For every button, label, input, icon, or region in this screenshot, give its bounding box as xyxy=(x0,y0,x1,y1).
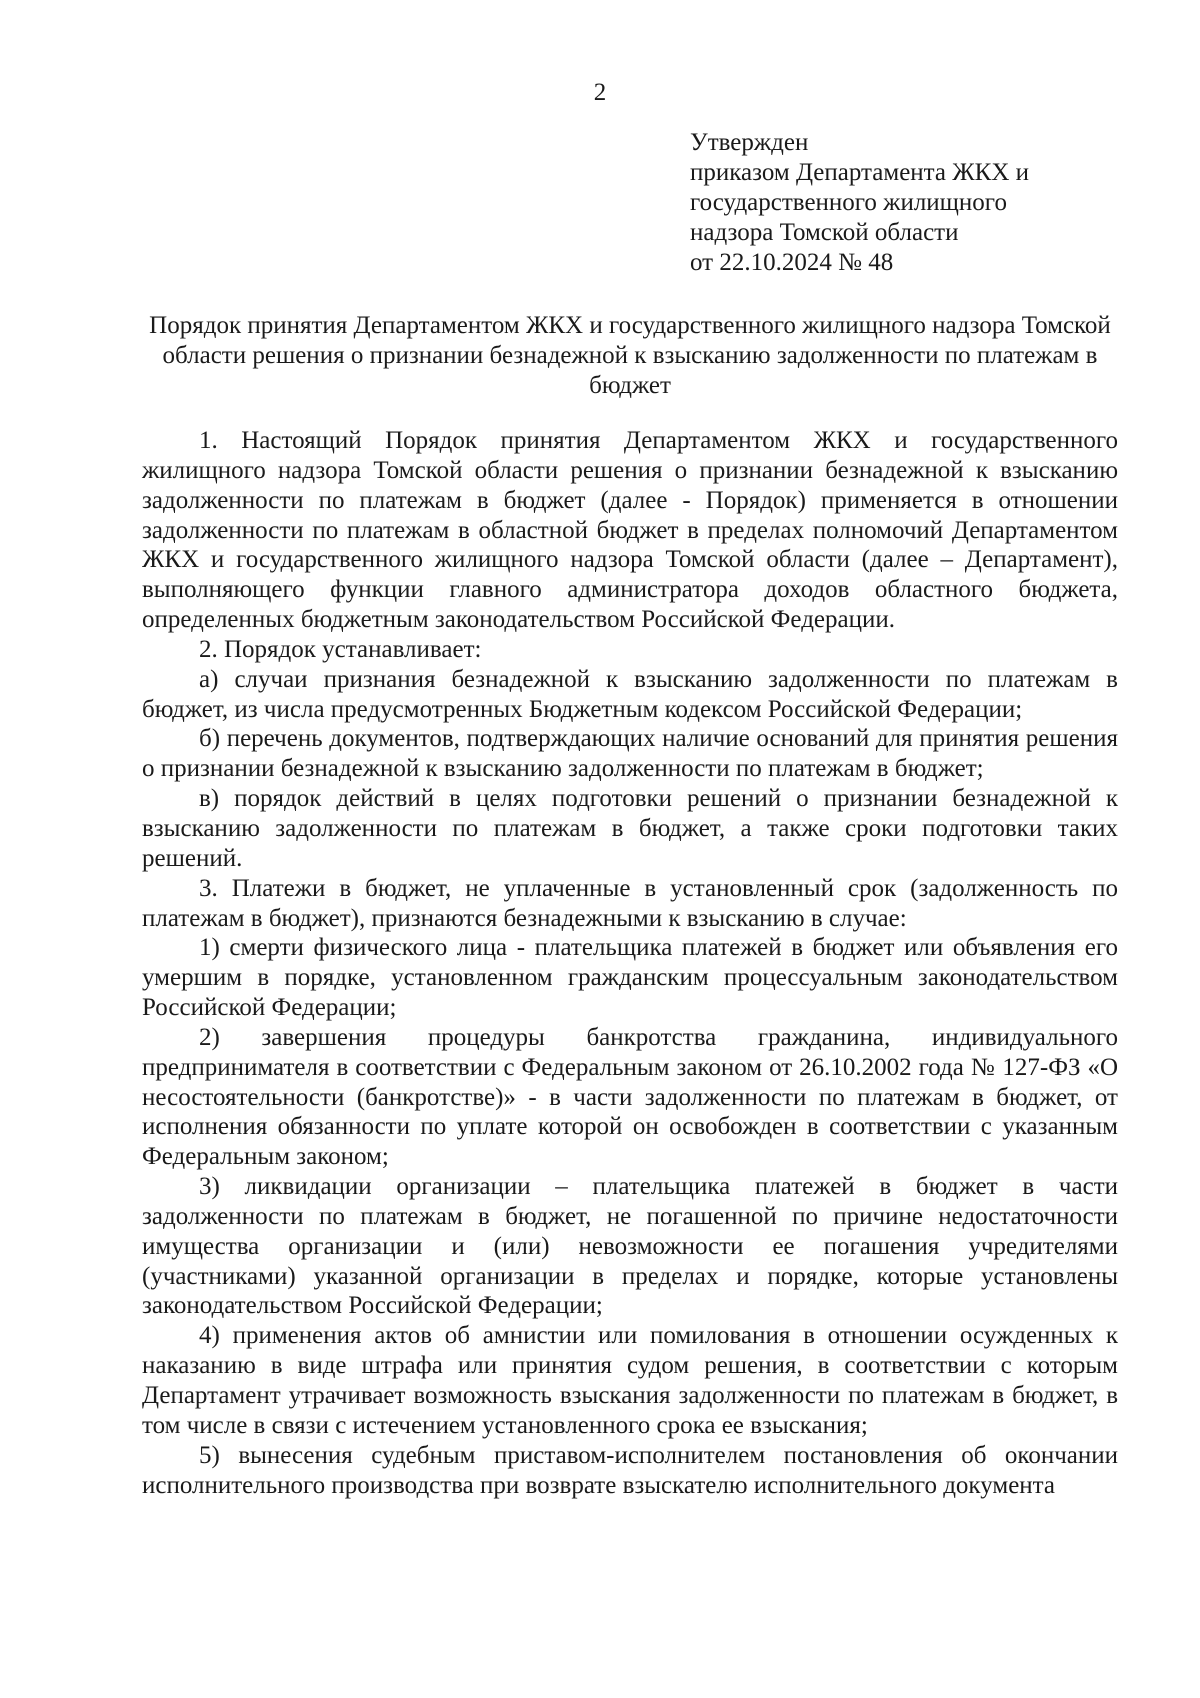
paragraph: 3) ликвидации организации – плательщика платежей в бюджет в части задолженности по платежам в бюджет, не погашенной по причине недостаточности имущества организации и (или) невозможности ее погашения учредителями (участниками) указанной организации в пределах и порядке, которые установлены законодательством Российской Федерации; xyxy=(142,1173,1118,1320)
approval-line: надзора Томской области xyxy=(690,219,959,246)
approval-stamp xyxy=(690,128,1160,278)
paragraph: 5) вынесения судебным приставом-исполнителем постановления об окончании исполнительного производства при возврате взыскателю исполнительного документа xyxy=(142,1441,1118,1499)
approval-line: приказом Департамента ЖКХ и xyxy=(690,159,1030,186)
paragraph: 1) смерти физического лица - плательщика платежей в бюджет или объявления его умершим в порядке, установленном гражданским процессуальным законодательством Российской Федерации; xyxy=(142,934,1118,1022)
page-number: 2 xyxy=(593,79,607,106)
paragraph: 2) завершения процедуры банкротства гражданина, индивидуального предпринимателя в соответствии с Федеральным законом от 26.10.2002 года № 127-ФЗ «О несостоятельности (банкротстве)» - в части задолженности по платежам в бюджет, от исполнения обязанности по уплате которой он освобожден в соответствии с указанным Федеральным законом; xyxy=(142,1023,1118,1171)
approval-line: Утвержден xyxy=(690,129,809,156)
approval-line: от 22.10.2024 № 48 xyxy=(690,249,894,276)
paragraph: б) перечень документов, подтверждающих наличие оснований для принятия решения о признании безнадежной к взысканию задолженности по платежам в бюджет; xyxy=(142,725,1118,783)
document-body xyxy=(142,426,1118,1500)
paragraph: 1. Настоящий Порядок принятия Департаментом ЖКХ и государственного жилищного надзора Томской области решения о признании безнадежной к взысканию задолженности по платежам в бюджет (далее - Порядок) применяется в отношении задолженности по платежам в областной бюджет в пределах полномочий Департаментом ЖКХ и государственного жилищного надзора Томской области (далее – Департамент), выполняющего функции главного администратора доходов областного бюджета, определенных бюджетным законодательством Российской Федерации. xyxy=(142,427,1118,634)
paragraph: в) порядок действий в целях подготовки решений о признании безнадежной к взысканию задолженности по платежам в бюджет, а также сроки подготовки таких решений. xyxy=(142,785,1118,872)
paragraph: 2. Порядок устанавливает: xyxy=(199,635,482,663)
paragraph: а) случаи признания безнадежной к взысканию задолженности по платежам в бюджет, из числа предусмотренных Бюджетным кодексом Российской Федерации; xyxy=(142,665,1118,723)
approval-line: государственного жилищного xyxy=(690,189,1007,216)
document-title: Порядок принятия Департаментом ЖКХ и государственного жилищного надзора Томской области решения о признании безнадежной к взысканию задолженности по платежам в бюджет xyxy=(149,312,1111,399)
paragraph: 3. Платежи в бюджет, не уплаченные в установленный срок (задолженность по платежам в бюджет), признаются безнадежными к взысканию в случае: xyxy=(142,874,1118,932)
paragraph: 4) применения актов об амнистии или помилования в отношении осужденных к наказанию в виде штрафа или принятия судом решения, в соответствии с которым Департамент утрачивает возможность взыскания задолженности по платежам в бюджет, в том числе в связи с истечением установленного срока ее взыскания; xyxy=(142,1322,1118,1439)
